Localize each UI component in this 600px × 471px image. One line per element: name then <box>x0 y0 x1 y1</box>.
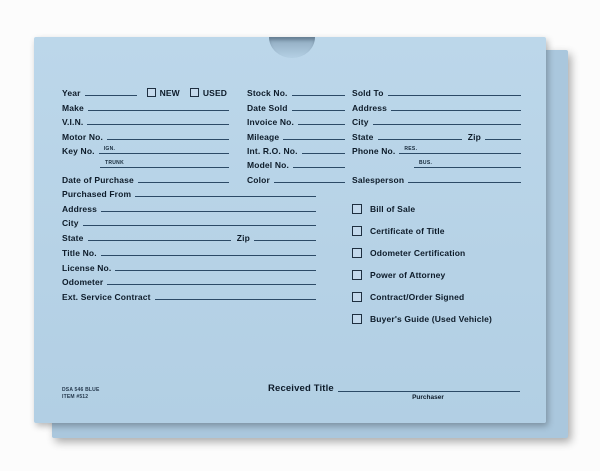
seller-zip-write-line <box>254 240 316 241</box>
checklist-item-contract-order-signed <box>352 286 548 308</box>
color-write-line <box>274 182 345 183</box>
field-row-phone-bus <box>352 156 521 170</box>
field-row-buyer-state-zip <box>352 127 521 141</box>
purchaser-caption: Purchaser <box>412 394 444 401</box>
field-row-buyer-city <box>352 113 521 127</box>
salesperson-label: Salesperson <box>352 174 405 185</box>
license-no-label: License No. <box>62 262 112 273</box>
invoice-no-label: Invoice No. <box>247 117 294 128</box>
seller-state-write-line <box>88 240 231 241</box>
power-of-attorney-label: Power of Attorney <box>370 270 446 280</box>
odometer-label: Odometer <box>62 277 104 288</box>
power-of-attorney-checkbox <box>352 270 362 280</box>
model-no-write-line <box>293 167 345 168</box>
ext-service-contract-write-line <box>155 299 316 300</box>
field-row-seller-city <box>62 214 316 229</box>
contract-order-signed-label: Contract/Order Signed <box>370 292 465 302</box>
date-sold-label: Date Sold <box>247 102 288 113</box>
field-row-date-of-purchase <box>62 170 229 184</box>
seller-city-label: City <box>62 218 79 229</box>
purchased-from-label: Purchased From <box>62 188 132 199</box>
sold-to-label: Sold To <box>352 88 384 99</box>
odometer-certification-checkbox <box>352 248 362 258</box>
buyer-state-write-line <box>378 139 462 140</box>
field-row-trunk <box>62 156 229 170</box>
buyers-guide-label: Buyer's Guide (Used Vehicle) <box>370 314 492 324</box>
make-write-line <box>88 110 229 111</box>
year-write-line <box>85 95 137 96</box>
buyer-city-label: City <box>352 117 369 128</box>
field-row-color <box>247 170 345 184</box>
key-no-label: Key No. <box>62 145 95 156</box>
field-row-invoice-no <box>247 113 345 127</box>
seller-state-label: State <box>62 233 84 243</box>
field-row-phone-res <box>352 142 521 156</box>
buyer-zip-write-line <box>485 139 521 140</box>
buyers-guide-checkbox <box>352 314 362 324</box>
field-row-motor-no <box>62 127 229 141</box>
checklist-item-odometer-certification <box>352 242 548 264</box>
bill-of-sale-label: Bill of Sale <box>370 204 416 214</box>
key-ign-write-line <box>118 153 229 154</box>
field-row-license-no <box>62 258 316 273</box>
used-checkbox <box>190 88 199 97</box>
left-bottom-column <box>62 184 316 302</box>
salesperson-write-line <box>408 182 521 183</box>
field-row-key-no <box>62 142 229 156</box>
odometer-certification-label: Odometer Certification <box>370 248 466 258</box>
field-row-stock-no <box>247 84 345 98</box>
seller-zip-label: Zip <box>236 233 250 243</box>
int-ro-no-write-line <box>302 153 345 154</box>
phone-no-label: Phone No. <box>352 145 396 156</box>
phone-res-write-line <box>420 153 521 154</box>
stock-no-label: Stock No. <box>247 88 288 99</box>
thumb-notch <box>269 37 315 58</box>
year-label: Year <box>62 88 81 99</box>
checklist-item-power-of-attorney <box>352 264 548 286</box>
date-of-purchase-write-line <box>138 182 229 183</box>
received-title-label: Received Title <box>268 383 334 394</box>
document-checklist <box>352 198 548 330</box>
field-row-make <box>62 98 229 112</box>
vin-label: V.I.N. <box>62 117 84 128</box>
mileage-write-line <box>283 139 345 140</box>
field-row-date-sold <box>247 98 345 112</box>
product-code-footer <box>62 387 100 400</box>
received-title-signature-line <box>338 391 520 392</box>
field-row-odometer <box>62 273 316 288</box>
buyer-zip-label: Zip <box>467 131 481 142</box>
certificate-of-title-label: Certificate of Title <box>370 226 445 236</box>
deal-envelope <box>34 37 546 423</box>
field-row-year <box>62 84 229 98</box>
motor-no-label: Motor No. <box>62 131 104 142</box>
new-checkbox <box>147 88 156 97</box>
product-code-line2: ITEM #512 <box>62 393 89 400</box>
right-column <box>352 84 521 185</box>
title-no-label: Title No. <box>62 247 97 258</box>
product-code-line1: DSA 546 BLUE <box>62 387 100 393</box>
res-sublabel: RES. <box>399 146 420 154</box>
buyer-address-label: Address <box>352 102 388 113</box>
seller-address-label: Address <box>62 203 98 214</box>
ignition-sublabel: IGN. <box>99 146 118 154</box>
field-row-title-no <box>62 243 316 258</box>
sold-to-write-line <box>388 95 521 96</box>
field-row-int-ro-no <box>247 142 345 156</box>
field-row-ext-service-contract <box>62 287 316 302</box>
stock-no-write-line <box>292 95 345 96</box>
certificate-of-title-checkbox <box>352 226 362 236</box>
odometer-write-line <box>107 284 316 285</box>
mileage-label: Mileage <box>247 131 280 142</box>
title-no-write-line <box>101 255 316 256</box>
int-ro-no-label: Int. R.O. No. <box>247 145 298 156</box>
contract-order-signed-checkbox <box>352 292 362 302</box>
buyer-state-label: State <box>352 131 374 142</box>
key-trunk-write-line <box>127 167 229 168</box>
field-row-purchased-from <box>62 184 316 199</box>
field-row-sold-to <box>352 84 521 98</box>
trunk-sublabel: TRUNK <box>100 160 127 168</box>
phone-bus-write-line <box>435 167 521 168</box>
bill-of-sale-checkbox <box>352 204 362 214</box>
seller-address-write-line <box>101 211 316 212</box>
date-of-purchase-label: Date of Purchase <box>62 174 134 185</box>
checklist-item-buyers-guide <box>352 308 548 330</box>
new-label: NEW <box>159 88 180 99</box>
bus-sublabel: BUS. <box>414 160 435 168</box>
motor-no-write-line <box>107 139 229 140</box>
received-title-block <box>268 382 520 401</box>
checklist-item-bill-of-sale <box>352 198 548 220</box>
used-label: USED <box>202 88 228 99</box>
ext-service-contract-label: Ext. Service Contract <box>62 292 151 302</box>
color-label: Color <box>247 174 270 185</box>
buyer-address-write-line <box>391 110 521 111</box>
field-row-received-title <box>268 382 520 394</box>
field-row-salesperson <box>352 170 521 184</box>
model-no-label: Model No. <box>247 160 289 171</box>
checklist-item-certificate-of-title <box>352 220 548 242</box>
vin-write-line <box>87 124 229 125</box>
purchased-from-write-line <box>135 196 316 197</box>
buyer-city-write-line <box>373 124 521 125</box>
make-label: Make <box>62 102 84 113</box>
left-top-column <box>62 84 229 185</box>
field-row-model-no <box>247 156 345 170</box>
field-row-mileage <box>247 127 345 141</box>
field-row-vin <box>62 113 229 127</box>
license-no-write-line <box>115 270 316 271</box>
seller-city-write-line <box>83 225 316 226</box>
invoice-no-write-line <box>298 124 345 125</box>
date-sold-write-line <box>292 110 345 111</box>
field-row-buyer-address <box>352 98 521 112</box>
field-row-seller-state-zip <box>62 228 316 243</box>
field-row-seller-address <box>62 199 316 214</box>
middle-column <box>247 84 345 185</box>
